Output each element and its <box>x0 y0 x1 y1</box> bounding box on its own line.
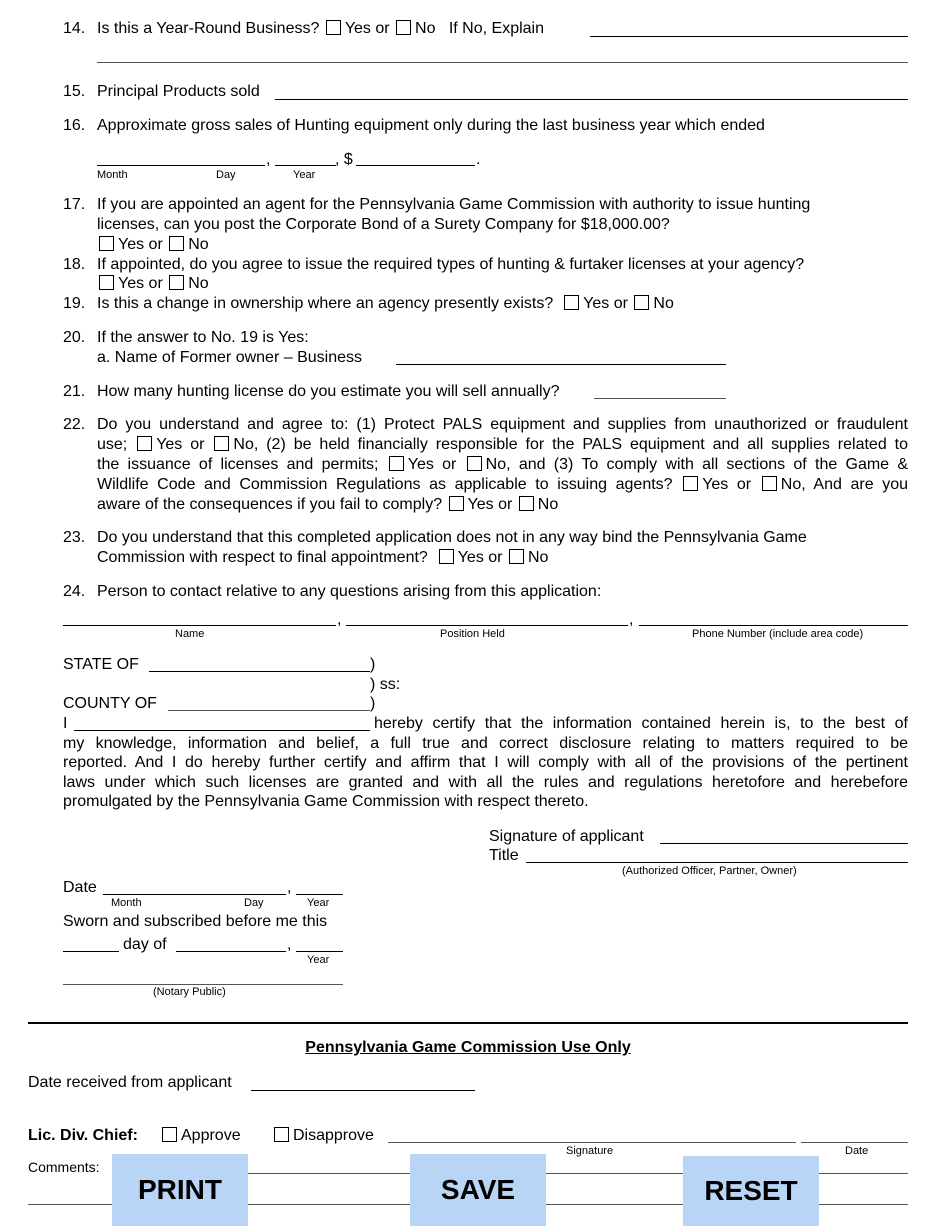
q23-line2 <box>97 548 548 567</box>
q23-number: 23. <box>63 529 86 546</box>
notary-label: (Notary Public) <box>153 986 226 998</box>
chief-signature-label: Signature <box>566 1145 614 1157</box>
cert-line4 <box>63 773 908 793</box>
q22-l3c: No, and (3) To comply with all sections of the Game & <box>485 456 909 473</box>
q14-yes-checkbox[interactable] <box>326 20 341 35</box>
q21-estimate-field[interactable] <box>594 398 726 399</box>
received-field[interactable] <box>251 1090 475 1091</box>
comments-label: Comments: <box>28 1159 100 1175</box>
disapprove-label: Disapprove <box>293 1127 374 1144</box>
chief-signature-field[interactable] <box>388 1142 796 1143</box>
q18-no-checkbox[interactable] <box>169 275 184 290</box>
date-field[interactable] <box>103 894 286 895</box>
q18-text: If appointed, do you agree to issue the required types of hunting & furtaker licenses at your agency? <box>97 256 805 273</box>
date-month-label: Month <box>111 897 142 909</box>
q15-number: 15. <box>63 83 86 100</box>
sworn-day-field[interactable] <box>63 951 119 952</box>
date-day-label: Day <box>244 897 264 909</box>
chief-date-field[interactable] <box>801 1142 908 1143</box>
q19-row <box>97 294 674 313</box>
q22-line3 <box>97 455 908 475</box>
q20-former-owner-field[interactable] <box>396 364 726 365</box>
q14-explain-field-2[interactable] <box>97 62 908 63</box>
q22-line5 <box>97 495 558 514</box>
office-divider <box>28 1022 908 1024</box>
print-button[interactable]: PRINT <box>112 1154 248 1226</box>
q24-text: Person to contact relative to any questions arising from this application: <box>97 583 602 600</box>
q22-l4a: Wildlife Code and Commission Regulations as applicable to issuing agents? <box>97 476 673 493</box>
q17-yes-label: Yes or <box>118 236 163 253</box>
county-field[interactable] <box>168 710 370 711</box>
q24-name-label: Name <box>175 628 205 640</box>
q16-month-label: Month <box>97 169 128 181</box>
q22-line1 <box>97 415 908 435</box>
cert4: laws under which such licenses are granted and with all the rules and regulations heretofore and herebefore <box>63 774 908 791</box>
q16-month-field[interactable] <box>97 165 265 166</box>
sworn-year-field[interactable] <box>296 951 343 952</box>
q16-text: Approximate gross sales of Hunting equipment only during the last business year which ended <box>97 117 765 134</box>
chief-date-label: Date <box>845 1145 869 1157</box>
q19-yes-checkbox[interactable] <box>564 295 579 310</box>
cert-i: I <box>63 715 68 732</box>
q22-responsible-no-checkbox[interactable] <box>467 456 482 471</box>
signature-label: Signature of applicant <box>489 828 644 845</box>
q18-options <box>97 274 209 293</box>
title-label: Title <box>489 847 519 864</box>
q16-year-field[interactable] <box>275 165 336 166</box>
certifier-name-field[interactable] <box>74 730 370 731</box>
q23-yes-label: Yes or <box>457 549 503 566</box>
q17-yes-checkbox[interactable] <box>99 236 114 251</box>
q20-sub: a. Name of Former owner – Business <box>97 349 362 366</box>
q22-l3b: Yes or <box>407 456 457 473</box>
reset-button[interactable]: RESET <box>683 1156 819 1226</box>
q18-yes-label: Yes or <box>118 275 163 292</box>
notary-field[interactable] <box>63 984 343 985</box>
q22-l2c: No, (2) be held financially responsible for the PALS equipment and all supplies related to <box>233 436 908 453</box>
date-label: Date <box>63 879 97 896</box>
q22-aware-yes-checkbox[interactable] <box>449 496 464 511</box>
q19-text: Is this a change in ownership where an agency presently exists? <box>97 295 554 312</box>
q23-no-checkbox[interactable] <box>509 549 524 564</box>
approve-label: Approve <box>181 1127 241 1144</box>
q17-no-checkbox[interactable] <box>169 236 184 251</box>
q19-no-label: No <box>653 295 674 312</box>
cert1: hereby certify that the information contained herein is, to the best of <box>374 715 908 732</box>
q24-number: 24. <box>63 583 86 600</box>
q20-text: If the answer to No. 19 is Yes: <box>97 329 309 346</box>
title-note: (Authorized Officer, Partner, Owner) <box>622 865 797 877</box>
cert-line1 <box>374 714 908 734</box>
q24-comma-1: , <box>337 611 342 628</box>
q23-line2-text: Commission with respect to final appointment? <box>97 549 428 566</box>
q14-yes-label: Yes or <box>344 20 390 37</box>
state-paren: ) <box>370 656 376 673</box>
q24-name-field[interactable] <box>63 625 336 626</box>
save-button[interactable]: SAVE <box>410 1154 546 1226</box>
q22-l4b: Yes or <box>702 476 752 493</box>
sworn-comma: , <box>287 936 292 953</box>
cert-line3 <box>63 753 908 773</box>
q17-line1: If you are appointed an agent for the Pennsylvania Game Commission with authority to issue hunting <box>97 196 811 213</box>
q17-options <box>97 235 209 254</box>
q14-number: 14. <box>63 20 86 37</box>
q15-text: Principal Products sold <box>97 83 260 100</box>
sworn-text: Sworn and subscribed before me this <box>63 913 328 930</box>
cert2: my knowledge, information and belief, a full true and correct disclosure relating to matters required to be <box>63 735 908 752</box>
q22-number: 22. <box>63 416 86 433</box>
cert-line5: promulgated by the Pennsylvania Game Commission with respect thereto. <box>63 793 589 810</box>
q16-dollar: , $ <box>335 151 353 168</box>
q21-number: 21. <box>63 383 86 400</box>
signature-field[interactable] <box>660 843 908 844</box>
q22-l5b: Yes or <box>467 496 513 513</box>
q22-l2a: use; <box>97 436 128 453</box>
q22-protect-no-checkbox[interactable] <box>214 436 229 451</box>
q16-day-label: Day <box>216 169 236 181</box>
cert-line2 <box>63 734 908 754</box>
county-label: COUNTY OF <box>63 695 157 712</box>
q22-l5c: No <box>537 496 559 513</box>
q23-yes-checkbox[interactable] <box>439 549 454 564</box>
q22-l3a: the issuance of licenses and permits; <box>97 456 379 473</box>
q22-comply-yes-checkbox[interactable] <box>683 476 698 491</box>
state-field[interactable] <box>149 671 370 672</box>
county-paren: ) <box>370 695 376 712</box>
q14-explain-label: If No, Explain <box>448 20 544 37</box>
q22-line2 <box>97 435 908 455</box>
q16-amount-field[interactable] <box>356 165 475 166</box>
q19-no-checkbox[interactable] <box>634 295 649 310</box>
date-comma: , <box>287 879 292 896</box>
date-year-label: Year <box>307 897 330 909</box>
q14-text: Is this a Year-Round Business? <box>97 20 320 37</box>
approve-checkbox[interactable] <box>162 1127 177 1142</box>
q23-line1: Do you understand that this completed application does not in any way bind the Pennsylvania Game <box>97 529 807 546</box>
q16-period: . <box>476 151 481 168</box>
office-heading-wrap <box>0 1038 936 1057</box>
q15-products-field[interactable] <box>275 99 908 100</box>
q14-row <box>97 19 544 38</box>
title-field[interactable] <box>526 862 908 863</box>
q22-l4c: No, And are you <box>780 476 909 493</box>
q19-number: 19. <box>63 295 86 312</box>
approve-option <box>160 1126 241 1145</box>
q17-line2: licenses, can you post the Corporate Bond of a Surety Company for $18,000.00? <box>97 216 670 233</box>
disapprove-checkbox[interactable] <box>274 1127 289 1142</box>
q18-no-label: No <box>188 275 209 292</box>
q16-number: 16. <box>63 117 86 134</box>
q24-position-field[interactable] <box>346 625 628 626</box>
office-heading: Pennsylvania Game Commission Use Only <box>305 1039 631 1056</box>
q22-l5a: aware of the consequences if you fail to comply? <box>97 496 443 513</box>
cert3: reported. And I do hereby further certify and affirm that I will comply with all of the provisions of the pertinent <box>63 754 908 771</box>
q24-position-label: Position Held <box>440 628 505 640</box>
q22-protect-yes-checkbox[interactable] <box>137 436 152 451</box>
q22-comply-no-checkbox[interactable] <box>762 476 777 491</box>
q22-line4 <box>97 475 908 495</box>
disapprove-option <box>272 1126 374 1145</box>
day-of-label: day of <box>123 936 167 953</box>
q22-l2b: Yes or <box>156 436 205 453</box>
q22-aware-no-checkbox[interactable] <box>519 496 534 511</box>
q20-number: 20. <box>63 329 86 346</box>
state-label: STATE OF <box>63 656 139 673</box>
q14-no-checkbox[interactable] <box>396 20 411 35</box>
chief-label: Lic. Div. Chief: <box>28 1127 138 1144</box>
q18-yes-checkbox[interactable] <box>99 275 114 290</box>
q22-responsible-yes-checkbox[interactable] <box>389 456 404 471</box>
q16-year-label: Year <box>293 169 316 181</box>
q19-yes-label: Yes or <box>583 295 628 312</box>
q17-no-label: No <box>188 236 209 253</box>
q18-number: 18. <box>63 256 86 273</box>
q17-number: 17. <box>63 196 86 213</box>
q24-phone-field[interactable] <box>639 625 908 626</box>
q16-comma: , <box>266 151 271 168</box>
q24-comma-2: , <box>629 611 634 628</box>
q14-explain-field[interactable] <box>590 36 908 37</box>
q21-text: How many hunting license do you estimate you will sell annually? <box>97 383 560 400</box>
q23-no-label: No <box>527 549 549 566</box>
received-label: Date received from applicant <box>28 1074 232 1091</box>
date-year-field[interactable] <box>296 894 343 895</box>
sworn-year-label: Year <box>307 954 330 966</box>
q14-no-label: No <box>415 20 436 37</box>
q22-l1: Do you understand and agree to: (1) Protect PALS equipment and supplies from unauthorized or fraudulent <box>97 416 908 433</box>
sworn-month-field[interactable] <box>176 951 286 952</box>
ss-label: ) ss: <box>370 676 401 693</box>
q24-phone-label: Phone Number (include area code) <box>692 628 864 640</box>
